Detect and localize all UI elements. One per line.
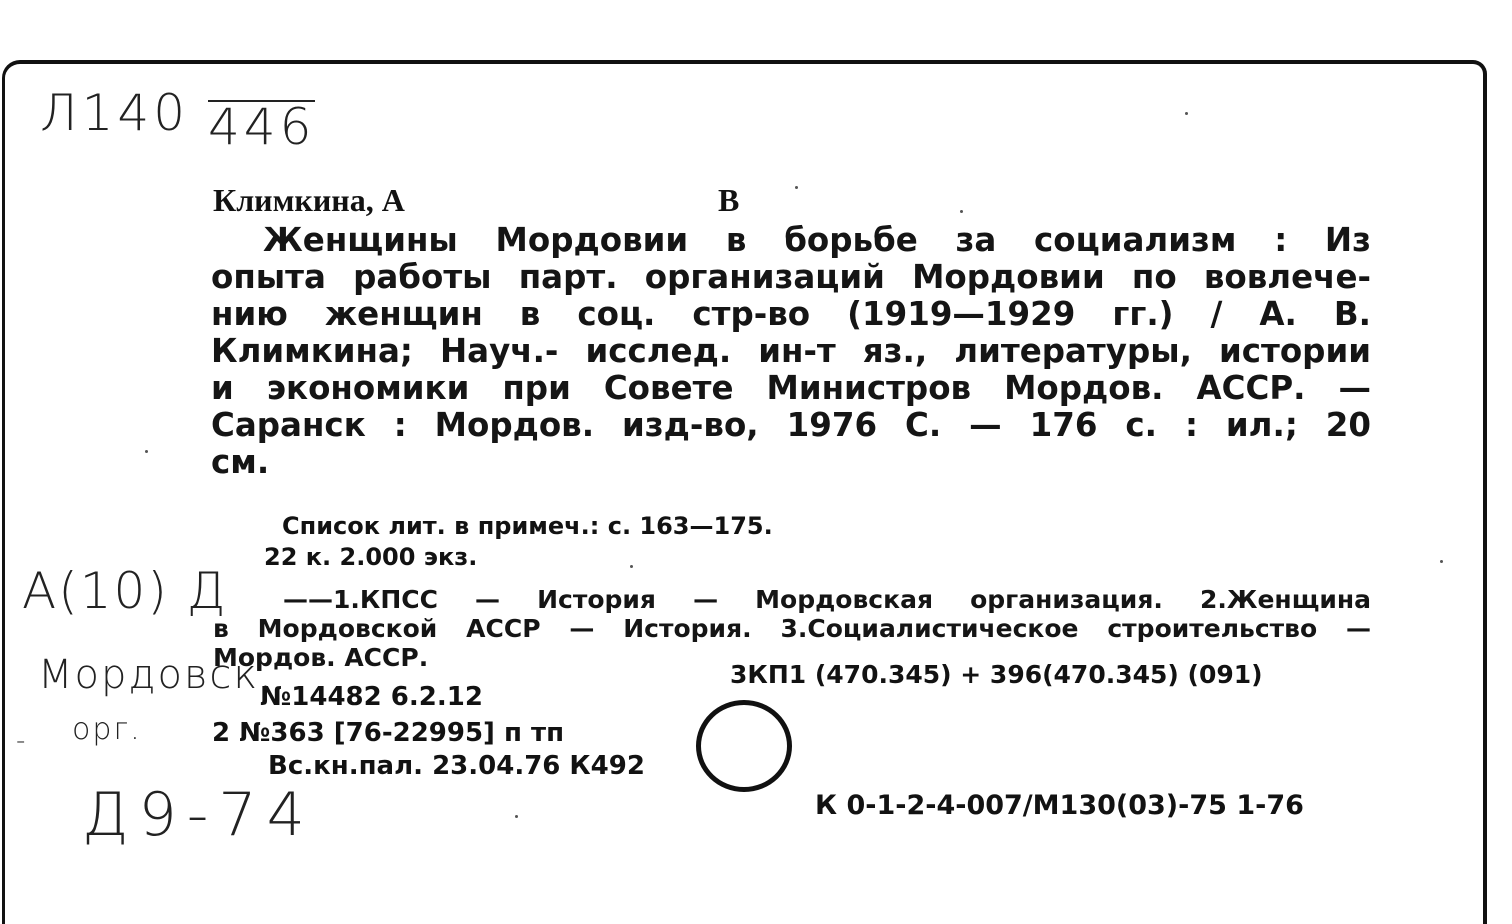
scan-speck: [515, 815, 518, 818]
handwritten-bottom-code: Д9-74: [82, 780, 315, 850]
subject-line: Мордов. АССР.: [213, 643, 429, 672]
handwritten-shelfmark-sub: [208, 98, 316, 156]
description-line: опыта работы парт. организаций Мордовии по вовлече-: [211, 258, 1371, 296]
scan-speck: [145, 450, 148, 453]
description-line: Климкина; Науч.- исслед. ин-т яз., литературы, истории: [211, 332, 1371, 370]
book-chamber-registration: Вс.кн.пал. 23.04.76 К492: [268, 751, 645, 781]
subject-line: в Мордовской АССР — История. 3.Социалистическое строительство —: [213, 614, 1371, 643]
shelfmark-main: Л140: [40, 84, 190, 142]
handwritten-dash: -: [16, 726, 28, 756]
stamp-circle: [696, 700, 792, 792]
shelfmark-sub: 446: [208, 98, 316, 156]
description-line: и экономики при Совете Министров Мордов. АССР. —: [211, 369, 1371, 407]
scan-speck: [795, 186, 798, 189]
scan-speck: [960, 210, 963, 213]
subject-line: ——1.КПСС — История — Мордовская организация. 2.Женщина: [283, 585, 1371, 614]
price-copies: 22 к. 2.000 экз.: [264, 543, 478, 571]
scan-speck: [630, 565, 633, 568]
handwritten-index: А(10) Д: [22, 562, 228, 620]
description-line: Саранск : Мордов. изд-во, 1976 С. — 176 с. : ил.; 20: [211, 406, 1371, 444]
bibliography-note: Список лит. в примеч.: с. 163—175.: [282, 512, 773, 540]
author-initial: В: [718, 182, 740, 218]
description-line: см.: [211, 443, 270, 481]
handwritten-org: орг.: [72, 712, 142, 747]
scan-speck: [1185, 112, 1188, 115]
author-name: Климкина, А: [213, 182, 405, 218]
classification-code: 3КП1 (470.345) + 396(470.345) (091): [730, 660, 1263, 689]
subject-headings: [213, 585, 1371, 672]
order-number: №14482 6.2.12: [260, 682, 483, 712]
handwritten-region: Мордовск.: [38, 652, 274, 698]
description-line: нию женщин в соц. стр-во (1919—1929 гг.) / А. В.: [211, 295, 1371, 333]
scan-speck: [1440, 560, 1443, 563]
catalog-code: К 0-1-2-4-007/М130(03)-75 1-76: [815, 790, 1304, 821]
bibliographic-description: [211, 222, 1371, 481]
description-line: Женщины Мордовии в борьбе за социализм : Из: [263, 221, 1371, 259]
handwritten-shelfmark: [40, 84, 189, 142]
print-run: 2 №363 [76-22995] п тп: [212, 718, 565, 748]
